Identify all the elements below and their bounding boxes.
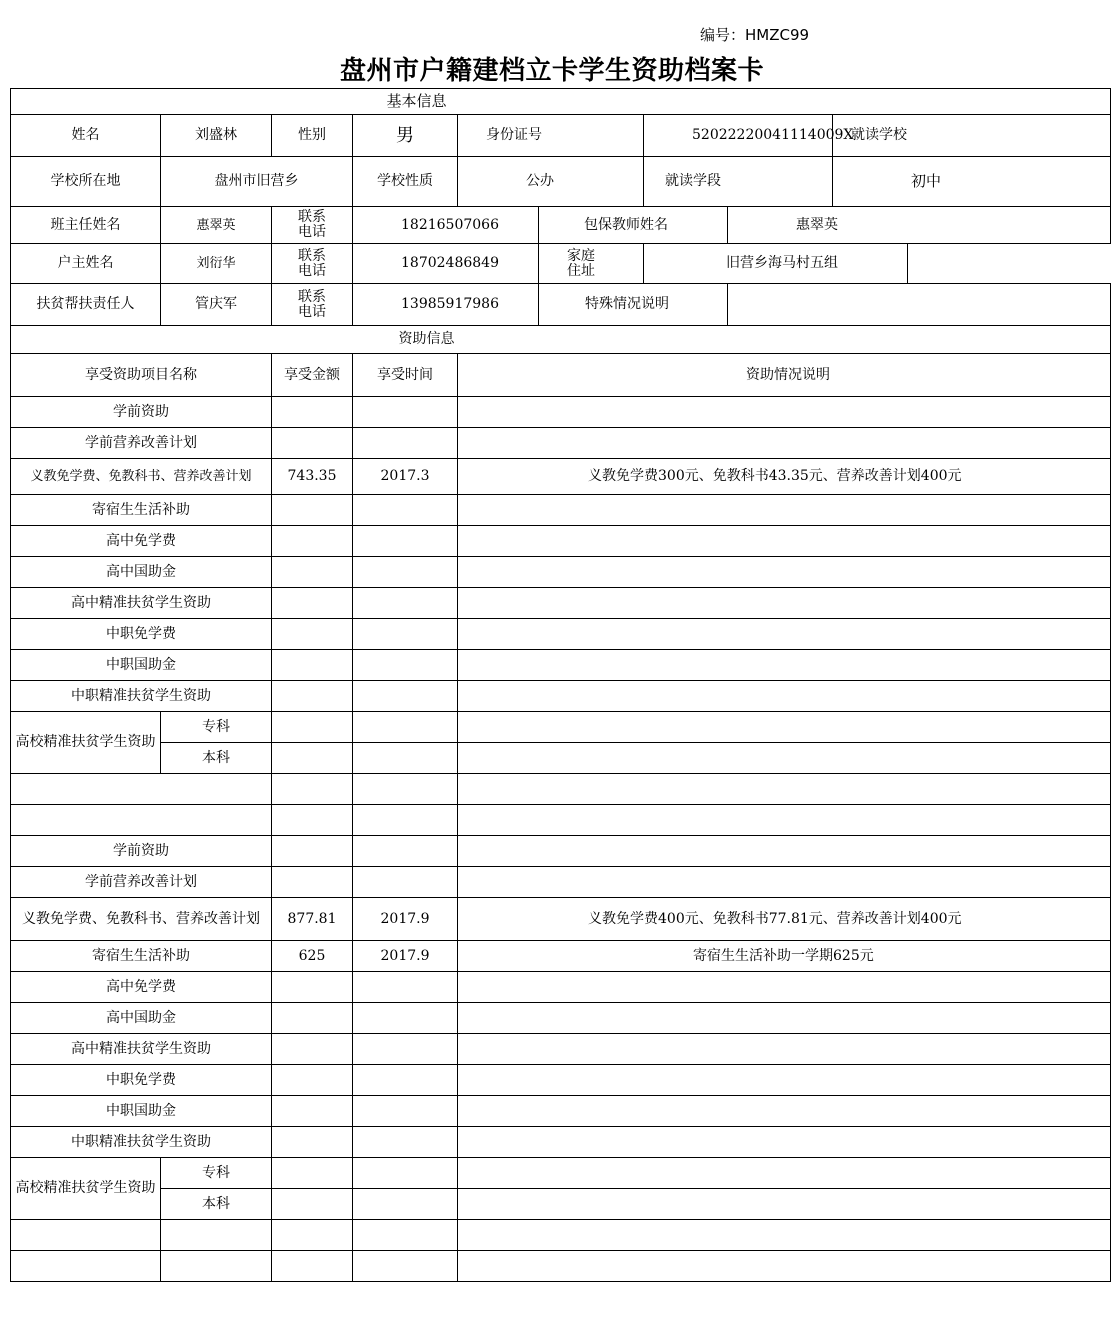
aid-amount [272,712,353,743]
blank-cell [272,805,353,836]
school-label: 就读学校 [833,115,1111,157]
aid-time [353,1034,458,1065]
aid-project-name: 中职国助金 [11,1096,272,1127]
aid-amount [272,1189,353,1220]
aid-amount [272,743,353,774]
aid-time [353,495,458,526]
aid-time [353,619,458,650]
blank-cell [272,1251,353,1282]
teacher-value: 惠翠英 [161,207,272,244]
address-label-text: 家庭住址 [567,247,595,279]
aid-info-section: 资助信息 [11,326,1111,354]
aid-desc [458,650,1111,681]
address-label [539,244,644,284]
aid-desc [458,1003,1111,1034]
aid-desc [458,867,1111,898]
aid-amount [272,836,353,867]
college-sub-label: 专科 [161,712,272,743]
aid-project-name: 中职免学费 [11,619,272,650]
aid-amount [272,588,353,619]
householder-phone-label-text: 联系电话 [298,247,326,279]
aid-desc [458,588,1111,619]
aid-time: 2017.3 [353,459,458,495]
aid-header-time: 享受时间 [353,354,458,397]
aid-project-name: 中职国助金 [11,650,272,681]
gender-value: 男 [353,115,458,157]
aid-project-name: 学前资助 [11,397,272,428]
blank-cell [272,774,353,805]
aid-time: 2017.9 [353,941,458,972]
college-aid-label: 高校精准扶贫学生资助 [11,1158,161,1220]
aid-time [353,712,458,743]
blank-cell [458,774,1111,805]
blank-row [11,774,272,805]
aid-time [353,1189,458,1220]
aid-desc [458,397,1111,428]
aid-amount [272,428,353,459]
aid-desc [458,428,1111,459]
aid-desc [458,743,1111,774]
id-value: 52022220041114009X [644,115,833,157]
aid-desc: 义教免学费400元、免教科书77.81元、营养改善计划400元 [458,898,1111,941]
aid-amount [272,1158,353,1189]
blank-cell [458,805,1111,836]
special-value [728,284,1111,326]
location-label-text: 学校所在地 [50,173,121,189]
aid-time [353,428,458,459]
aid-project-name: 寄宿生生活补助 [11,495,272,526]
college-sub-label: 本科 [161,1189,272,1220]
archive-card [10,88,962,1288]
helper-label: 扶贫帮扶责任人 [11,284,161,326]
aid-amount [272,397,353,428]
name-label: 姓名 [11,115,161,157]
aid-desc: 义教免学费300元、免教科书43.35元、营养改善计划400元 [458,459,1111,495]
blank-cell [11,1220,161,1251]
name-value: 刘盛林 [161,115,272,157]
aid-project-name: 寄宿生生活补助 [11,941,272,972]
teacher-phone-label [272,207,353,244]
aid-desc [458,1158,1111,1189]
helper-phone-label [272,284,353,326]
aid-desc [458,972,1111,1003]
aid-amount [272,495,353,526]
teacher-phone-value: 18216507066 [353,207,539,244]
aid-time [353,681,458,712]
aid-desc [458,619,1111,650]
aid-desc: 寄宿生生活补助一学期625元 [458,941,1111,972]
aid-desc [458,526,1111,557]
blank-cell [353,774,458,805]
aid-amount [272,681,353,712]
aid-amount [272,557,353,588]
address-value: 旧营乡海马村五组 [644,244,908,284]
aid-header-amount: 享受金额 [272,354,353,397]
aid-desc [458,1096,1111,1127]
aid-amount [272,1003,353,1034]
teacher-phone-label-text: 联系电话 [298,209,326,240]
aid-time [353,650,458,681]
aid-project-name: 义教免学费、免教科书、营养改善计划 [11,459,272,495]
aid-amount: 625 [272,941,353,972]
aid-desc [458,681,1111,712]
aid-desc [458,557,1111,588]
aid-desc [458,1127,1111,1158]
college-sub-label: 专科 [161,1158,272,1189]
aid-amount [272,650,353,681]
aid-time [353,972,458,1003]
blank-cell [353,1220,458,1251]
blank-cell [353,805,458,836]
teacher-label: 班主任姓名 [11,207,161,244]
blank-cell [272,1220,353,1251]
guard-label: 包保教师姓名 [539,207,728,244]
aid-project-name: 学前营养改善计划 [11,428,272,459]
aid-time: 2017.9 [353,898,458,941]
householder-label: 户主姓名 [11,244,161,284]
college-sub-label: 本科 [161,743,272,774]
aid-time [353,1065,458,1096]
aid-time [353,1003,458,1034]
aid-time [353,867,458,898]
aid-project-name: 高中国助金 [11,1003,272,1034]
nature-value: 公办 [458,157,644,207]
aid-amount [272,867,353,898]
aid-project-name: 高中精准扶贫学生资助 [11,1034,272,1065]
gender-label: 性别 [272,115,353,157]
nature-label: 学校性质 [353,157,458,207]
aid-amount: 877.81 [272,898,353,941]
householder-phone-value: 18702486849 [353,244,539,284]
aid-desc [458,836,1111,867]
blank-cell [161,1251,272,1282]
stage-label: 就读学段 [644,157,833,207]
aid-project-name: 学前资助 [11,836,272,867]
helper-phone-value: 13985917986 [353,284,539,326]
aid-time [353,526,458,557]
aid-time [353,557,458,588]
page-title: 盘州市户籍建档立卡学生资助档案卡 [340,56,765,86]
aid-amount [272,1096,353,1127]
blank-cell [11,1251,161,1282]
aid-amount [272,1034,353,1065]
special-label: 特殊情况说明 [539,284,728,326]
guard-value: 惠翠英 [728,207,1111,244]
college-aid-label: 高校精准扶贫学生资助 [11,712,161,774]
basic-info-section: 基本信息 [11,89,1111,115]
blank-cell [458,1220,1111,1251]
aid-project-name: 高中免学费 [11,972,272,1003]
aid-header-desc: 资助情况说明 [458,354,1111,397]
aid-project-name: 高中免学费 [11,526,272,557]
helper-phone-label-text: 联系电话 [298,288,326,320]
aid-amount [272,526,353,557]
aid-desc [458,712,1111,743]
aid-time [353,1158,458,1189]
aid-project-name: 高中精准扶贫学生资助 [11,588,272,619]
aid-time [353,588,458,619]
aid-amount [272,1127,353,1158]
helper-value: 管庆军 [161,284,272,326]
aid-project-name: 高中国助金 [11,557,272,588]
blank-cell [161,1220,272,1251]
aid-amount [272,619,353,650]
blank-cell [353,1251,458,1282]
blank-cell [458,1251,1111,1282]
stage-value: 初中 [833,157,1111,207]
aid-amount: 743.35 [272,459,353,495]
aid-time [353,397,458,428]
aid-desc [458,495,1111,526]
aid-amount [272,972,353,1003]
aid-desc [458,1189,1111,1220]
aid-header-project: 享受资助项目名称 [11,354,272,397]
aid-time [353,836,458,867]
location-label [11,157,161,207]
empty-cell [908,244,1111,284]
householder-value: 刘衍华 [161,244,272,284]
aid-project-name: 中职精准扶贫学生资助 [11,681,272,712]
aid-time [353,743,458,774]
blank-row [11,805,272,836]
aid-time [353,1096,458,1127]
document-code: 编号：HMZC99 [700,26,810,44]
aid-desc [458,1065,1111,1096]
aid-project-name: 学前营养改善计划 [11,867,272,898]
aid-amount [272,1065,353,1096]
id-label: 身份证号 [458,115,644,157]
aid-time [353,1127,458,1158]
householder-phone-label [272,244,353,284]
aid-desc [458,1034,1111,1065]
aid-project-name: 中职精准扶贫学生资助 [11,1127,272,1158]
aid-project-name: 义教免学费、免教科书、营养改善计划 [11,898,272,941]
archive-table [10,88,1111,1282]
location-value: 盘州市旧营乡 [161,157,353,207]
aid-project-name: 中职免学费 [11,1065,272,1096]
